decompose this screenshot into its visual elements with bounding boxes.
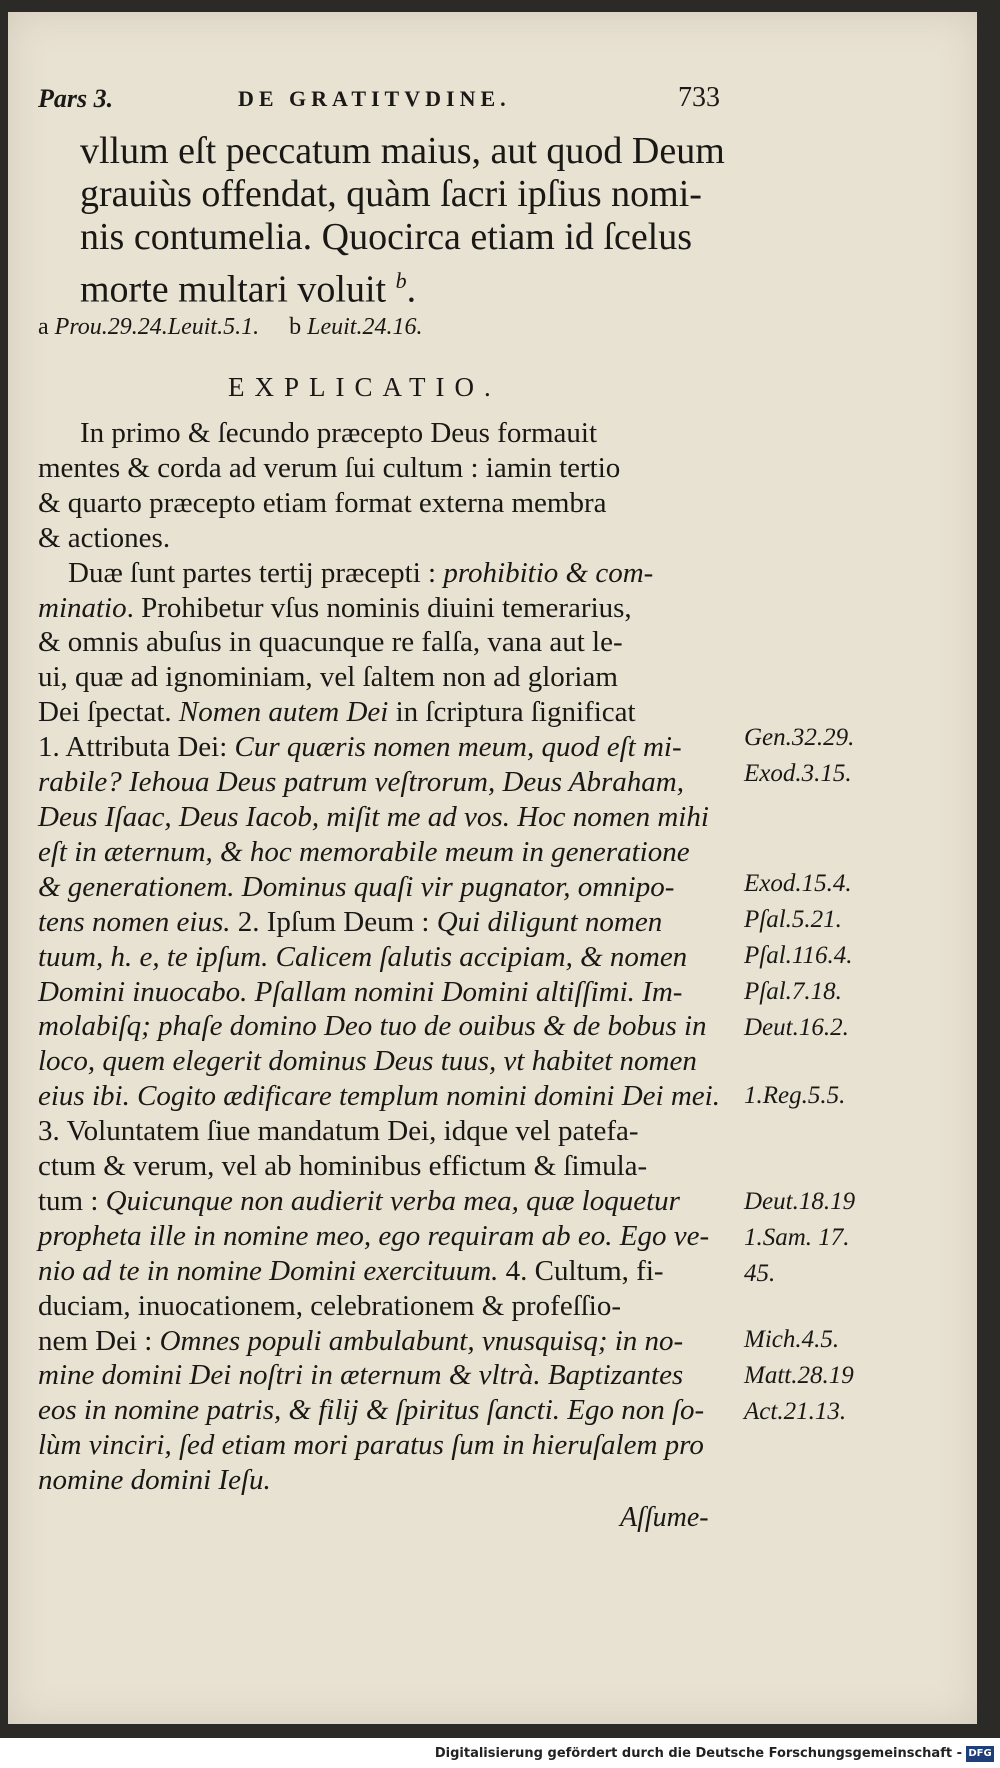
margin-reference: Exod.3.15.: [744, 760, 852, 787]
margin-reference: Act.21.13.: [744, 1398, 847, 1425]
page-number: 733: [678, 82, 720, 113]
text-fragment: in ſcriptura ſignificat: [388, 696, 636, 729]
text-line: vllum eſt peccatum maius, aut quod Deum: [80, 130, 725, 172]
text-line: [38, 1428, 733, 1463]
footnote-mark-a: a: [38, 314, 49, 340]
text-line: morte multari voluit $^b$.: [80, 268, 417, 311]
text-line: [38, 835, 733, 870]
text-line: [38, 765, 733, 800]
funding-notice: Digitalisierung gefördert durch die Deutsche Forschungsgemeinschaft -: [434, 1746, 962, 1761]
text-line: [38, 1184, 733, 1219]
text-fragment: eſt in æternum, & hoc memorabile meum in generatione: [38, 835, 690, 868]
text-line: [38, 1044, 733, 1079]
text-fragment: & generationem. Dominus quaſi vir pugnator, omnipo-: [38, 870, 675, 903]
margin-reference: 1.Sam. 17.: [744, 1224, 850, 1251]
note-mark: b: [395, 268, 407, 293]
footnote-ref-b: Leuit.24.16.: [307, 314, 423, 340]
margin-reference: Pſal.116.4.: [744, 942, 853, 969]
text-fragment: 4. Cultum, fi-: [498, 1254, 664, 1287]
text-fragment: eos in nomine patris, & filij & ſpiritus ſancti. Ego non ſo-: [38, 1394, 705, 1427]
opening-text: [80, 130, 740, 312]
margin-reference: Deut.18.19: [744, 1188, 856, 1215]
text-line: [38, 870, 733, 905]
running-head-title: DE GRATITVDINE.: [238, 86, 511, 111]
text-line: duciam, inuocationem, celebrationem & profeſſio-: [38, 1289, 622, 1322]
text-fragment: rabile? Iehoua Deus patrum veſtrorum, Deus Abraham,: [38, 766, 685, 799]
text-line: [38, 695, 733, 730]
text-fragment: Quicunque non audierit verba mea, quæ loquetur: [105, 1184, 680, 1217]
text-fragment: molabiſq; phaſe domino Deo tuo de ouibus & de bobus in: [38, 1010, 707, 1043]
text-line: [38, 1254, 733, 1289]
text-fragment: loco, quem elegerit dominus Deus tuus, vt habitet nomen: [38, 1045, 697, 1078]
text-fragment: propheta ille in nomine meo, ego requiram ab eo. Ego ve-: [38, 1219, 710, 1252]
section-heading: EXPLICATIO.: [228, 372, 501, 402]
text-fragment: Qui diligunt nomen: [436, 905, 663, 938]
text-fragment: tens nomen eius.: [38, 905, 231, 938]
text-fragment: 2. Ipſum Deum :: [230, 905, 437, 938]
text-line: 3. Voluntatem ſiue mandatum Dei, idque vel patefa-: [38, 1115, 639, 1148]
text-fragment: nem Dei :: [38, 1324, 160, 1357]
margin-reference: 1.Reg.5.5.: [744, 1082, 846, 1109]
text-line: ui, quæ ad ignominiam, vel ſaltem non ad gloriam: [38, 661, 618, 694]
margin-reference: Deut.16.2.: [744, 1014, 849, 1041]
margin-reference: Exod.15.4.: [744, 870, 852, 897]
text-line: [38, 800, 733, 835]
catchword: Aſſume-: [620, 1502, 709, 1533]
text-fragment: Duæ ſunt partes tertij præcepti :: [68, 556, 444, 589]
running-head: [38, 76, 738, 118]
footnotes: [38, 314, 678, 341]
text-line: [38, 1079, 733, 1114]
text-fragment: nio ad te in nomine Domini exercituum.: [38, 1254, 499, 1287]
text-line: [38, 556, 733, 591]
text-fragment: Cur quæris nomen meum, quod eſt mi-: [234, 731, 682, 764]
text-line: [38, 1219, 733, 1254]
text-line: [38, 940, 733, 975]
text-fragment: Nomen autem Dei: [178, 696, 389, 729]
text-line: [38, 730, 733, 765]
text-fragment: Omnes populi ambulabunt, vnusquisq; in no-: [159, 1324, 684, 1357]
text-fragment: . Prohibetur vſus nominis diuini temerarius,: [126, 591, 632, 624]
text-fragment: morte multari voluit: [80, 268, 387, 311]
text-fragment: lùm vinciri, ſed etiam mori paratus ſum in hieruſalem pro: [38, 1429, 704, 1462]
text-line: In primo & ſecundo præcepto Deus formauit: [80, 417, 598, 449]
text-fragment: prohibitio & com-: [443, 556, 654, 589]
text-fragment: nomine domini Ieſu.: [38, 1464, 271, 1497]
footnote-mark-b: b: [289, 314, 302, 340]
footnote-ref-a: Prou.29.24.Leuit.5.1.: [54, 314, 260, 340]
text-line: ctum & verum, vel ab hominibus effictum & ſimula-: [38, 1150, 648, 1183]
text-fragment: mine domini Dei noſtri in æternum & vltrà. Baptizantes: [38, 1359, 684, 1392]
footer-bar: [0, 1744, 1000, 1768]
text-line: [38, 905, 733, 940]
margin-reference: Pſal.7.18.: [744, 978, 842, 1005]
text-fragment: Dei ſpectat.: [38, 696, 179, 729]
text-line: [38, 1358, 733, 1393]
explication-text: [38, 416, 733, 1498]
text-line: mentes & corda ad verum ſui cultum : iamin tertio: [38, 451, 621, 484]
text-line: [38, 1463, 733, 1498]
book-page: [8, 12, 983, 1724]
text-fragment: tum :: [38, 1184, 106, 1217]
text-fragment: Deus Iſaac, Deus Iacob, miſit me ad vos. Hoc nomen mihi: [38, 800, 709, 833]
text-line: [38, 1009, 733, 1044]
text-line: & quarto præcepto etiam format externa membra: [38, 486, 607, 519]
text-fragment: Domini inuocabo. Pſallam nomini Domini altiſſimi. Im-: [38, 975, 683, 1008]
text-line: [38, 1393, 733, 1428]
text-fragment: 1. Attributa Dei:: [38, 731, 235, 764]
text-line: [38, 1324, 733, 1359]
text-line: [38, 591, 733, 626]
text-line: & omnis abuſus in quacunque re falſa, vana aut le-: [38, 626, 623, 659]
text-line: grauiùs offendat, quàm ſacri ipſius nomi-: [80, 173, 702, 215]
text-line: [38, 975, 733, 1010]
text-fragment: minatio: [38, 591, 127, 624]
text-fragment: tuum, h. e, te ipſum. Calicem ſalutis accipiam, & nomen: [38, 940, 688, 973]
dfg-logo: DFG: [966, 1746, 994, 1762]
margin-reference: Pſal.5.21.: [744, 906, 842, 933]
text-line: nis contumelia. Quocirca etiam id ſcelus: [80, 216, 693, 258]
margin-reference: 45.: [744, 1260, 776, 1287]
margin-reference: Gen.32.29.: [744, 724, 855, 751]
margin-reference: Mich.4.5.: [744, 1326, 840, 1353]
text-fragment: eius ibi. Cogito ædificare templum nomini domini Dei mei.: [38, 1080, 720, 1113]
text-line: & actiones.: [38, 521, 171, 554]
running-head-part: Pars 3.: [38, 84, 114, 113]
margin-reference: Matt.28.19: [744, 1362, 854, 1389]
